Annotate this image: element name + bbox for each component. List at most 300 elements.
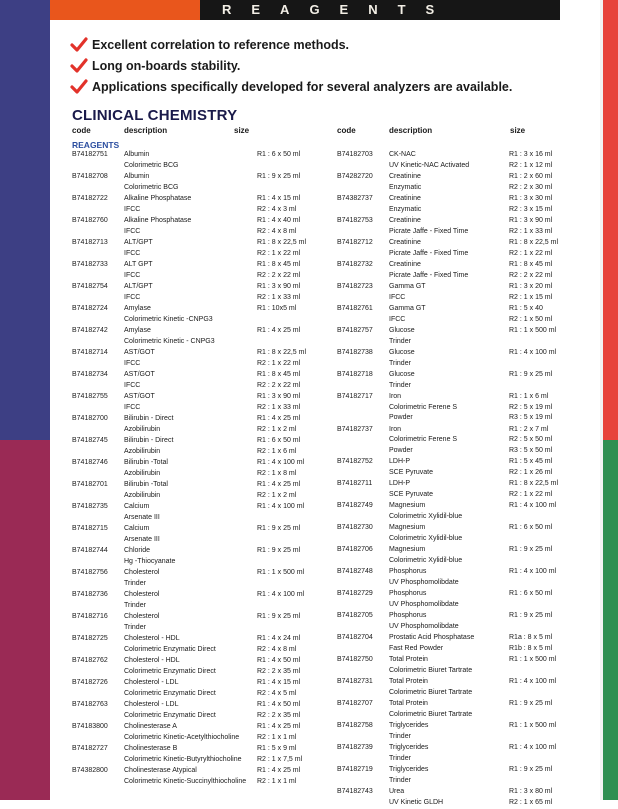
description-line: AST/GOT xyxy=(124,371,155,378)
reagent-code: B74182711 xyxy=(337,480,373,488)
size-line: R1 : 1 x 500 ml xyxy=(257,569,305,576)
reagent-size xyxy=(257,766,300,787)
reagent-code: B74182707 xyxy=(337,700,373,708)
reagent-code: B74182726 xyxy=(72,679,108,686)
reagent-description xyxy=(124,766,246,787)
size-line: R1 : 4 x 24 ml xyxy=(257,635,301,642)
description-line: ALT GPT xyxy=(124,261,153,268)
size-line xyxy=(509,359,556,370)
reagent-code: B74182749 xyxy=(337,502,373,510)
description-line: Colorimetric Ferene S xyxy=(389,436,458,444)
reagent-size xyxy=(509,677,556,698)
description-line: Picrate Jaffe - Fixed Time xyxy=(389,249,469,257)
feature-item xyxy=(70,55,512,76)
description-line: Colorimetric Enzymatic Direct xyxy=(124,711,216,719)
reagent-description xyxy=(389,765,428,786)
reagent-size xyxy=(509,150,552,171)
reagent-description xyxy=(389,523,462,544)
description-line: Calcium xyxy=(124,503,150,510)
reagent-size xyxy=(509,567,556,588)
description-line: Gamma GT xyxy=(389,283,426,290)
description-line: Fast Red Powder xyxy=(389,644,444,652)
description-line: Creatinine xyxy=(389,217,421,224)
reagent-description xyxy=(389,326,415,347)
reagent-description xyxy=(389,633,474,654)
size-line: R1 : 2 x 7 ml xyxy=(509,425,549,433)
reagent-code: B74182739 xyxy=(337,744,373,752)
description-line: Azobilirubin xyxy=(124,491,161,499)
reagent-code: B74182716 xyxy=(72,613,108,620)
check-icon xyxy=(70,79,88,95)
reagent-size xyxy=(257,370,300,391)
size-line: R1 : 9 x 25 ml xyxy=(509,766,553,774)
reagent-code: B74182750 xyxy=(337,656,373,664)
description-line: IFCC xyxy=(124,227,141,235)
size-line: R1 : 6 x 50 ml xyxy=(257,437,301,444)
size-line xyxy=(509,776,552,787)
reagent-description xyxy=(124,524,160,545)
size-line xyxy=(509,556,552,567)
description-line: Bilirubin - Direct xyxy=(124,437,174,444)
reagent-code: B74182723 xyxy=(337,283,373,290)
description-line: IFCC xyxy=(124,293,141,301)
reagent-description xyxy=(124,480,168,501)
size-line: R1 : 8 x 22,5 ml xyxy=(509,239,559,246)
size-line: R2 : 1 x 6 ml xyxy=(257,447,297,455)
reagent-size xyxy=(257,260,300,281)
reagent-description xyxy=(124,634,216,655)
description-line: Magnesium xyxy=(389,546,426,554)
reagent-description xyxy=(389,787,443,808)
size-line: R1 : 6 x 50 ml xyxy=(509,590,553,598)
description-line: Trinder xyxy=(389,776,411,784)
reagent-size xyxy=(257,722,300,743)
reagent-description xyxy=(389,370,415,391)
left-color-band xyxy=(0,0,50,800)
reagent-description xyxy=(389,479,433,500)
reagent-description xyxy=(389,545,462,566)
size-line: R2 : 1 x 26 ml xyxy=(509,468,553,476)
size-line: R2 : 1 x 50 ml xyxy=(509,315,553,323)
reagent-size xyxy=(509,370,552,391)
size-line: R1 : 3 x 90 ml xyxy=(257,283,301,290)
description-line: Enzymatic xyxy=(389,183,422,191)
size-line: R2 : 4 x 5 ml xyxy=(257,689,297,697)
size-line: R2 : 1 x 33 ml xyxy=(257,293,301,301)
size-line: R1b : 8 x 5 ml xyxy=(509,644,553,652)
description-line: Calcium xyxy=(124,525,150,532)
description-line: LDH-P xyxy=(389,458,411,466)
reagent-description xyxy=(389,457,433,478)
size-line: R2 : 5 x 50 ml xyxy=(509,436,553,444)
reagent-code: B74182727 xyxy=(72,745,108,752)
reagent-description xyxy=(124,744,242,765)
description-line: Picrate Jaffe - Fixed Time xyxy=(389,271,469,279)
description-line: Picrate Jaffe - Fixed Time xyxy=(389,227,469,235)
reagent-description xyxy=(389,348,415,369)
size-line: R2 : 1 x 22 ml xyxy=(509,249,553,257)
reagent-description xyxy=(124,590,159,611)
description-line: Magnesium xyxy=(389,524,426,532)
size-line: R1 : 3 x 16 ml xyxy=(509,151,553,158)
reagent-code: B74182756 xyxy=(72,569,108,576)
size-line xyxy=(509,754,556,765)
reagent-size xyxy=(509,787,552,808)
description-line: Colorimetric Kinetic - CNPG3 xyxy=(124,337,215,345)
description-line: Trinder xyxy=(389,754,411,762)
reagent-size xyxy=(257,414,300,435)
reagent-code: B74182722 xyxy=(72,195,108,202)
reagent-size xyxy=(257,590,304,611)
description-line: Colorimetric Kinetic-Butyrylthiocholine xyxy=(124,755,242,763)
check-icon xyxy=(70,58,88,74)
section-title: CLINICAL CHEMISTRY xyxy=(72,107,238,124)
size-line: R1 : 4 x 100 ml xyxy=(257,459,305,466)
reagent-description xyxy=(124,656,216,677)
size-line: R2 : 2 x 35 ml xyxy=(257,711,301,719)
description-line: Trinder xyxy=(124,623,146,631)
reagent-description xyxy=(389,567,459,588)
reagent-size xyxy=(257,744,302,765)
size-line: R1 : 5 x 45 ml xyxy=(509,458,553,466)
description-line: Alkaline Phosphatase xyxy=(124,217,192,224)
reagent-description xyxy=(124,172,178,193)
reagent-description xyxy=(124,216,191,237)
reagent-code: B74182748 xyxy=(337,568,373,576)
reagent-code: B74182736 xyxy=(72,591,108,598)
size-line: R1 : 8 x 22,5 ml xyxy=(257,239,307,246)
description-line: Creatinine xyxy=(389,239,421,246)
description-line: Cholinesterase Atypical xyxy=(124,767,197,774)
reagent-description xyxy=(124,238,153,259)
description-line: Trinder xyxy=(389,732,411,740)
feature-item xyxy=(70,34,512,55)
size-line: R1 : 6 x 50 ml xyxy=(257,151,301,158)
reagent-description xyxy=(124,722,239,743)
size-line xyxy=(257,161,300,172)
size-line: R1 : 9 x 25 ml xyxy=(509,546,553,554)
description-line: Azobilirubin xyxy=(124,425,161,433)
description-line: Colorimetric Ferene S xyxy=(389,403,458,411)
size-line: R1 : 3 x 30 ml xyxy=(509,195,553,202)
size-line: R1 : 4 x 25 ml xyxy=(257,481,301,488)
description-line: Phosphorus xyxy=(389,612,427,620)
size-line: R1 : 1 x 500 ml xyxy=(509,327,557,334)
description-line: Bilirubin -Total xyxy=(124,459,168,466)
col-header-description-left: description xyxy=(124,126,168,135)
size-line: R2 : 4 x 8 ml xyxy=(257,645,297,653)
description-line: Iron xyxy=(389,425,402,433)
reagent-size xyxy=(509,479,558,500)
description-line: Creatinine xyxy=(389,173,421,180)
description-line: Cholesterol - LDL xyxy=(124,679,179,686)
reagent-size xyxy=(509,721,556,742)
reagent-size xyxy=(509,238,558,259)
reagent-code: B74182758 xyxy=(337,722,373,730)
reagent-description xyxy=(124,326,215,347)
reagent-code: B74182738 xyxy=(337,349,373,356)
feature-item xyxy=(70,76,512,97)
reagent-size xyxy=(509,743,556,764)
reagent-code: B74182705 xyxy=(337,612,373,620)
size-line: R1 : 9 x 25 ml xyxy=(509,700,553,708)
size-line: R2 : 1 x 7,5 ml xyxy=(257,755,303,763)
size-line xyxy=(257,623,300,634)
description-line: UV Phosphomolibdate xyxy=(389,600,459,608)
reagent-size xyxy=(257,172,300,193)
description-line: Colorimetric Xylidil-blue xyxy=(389,534,463,542)
description-line: Colorimetric Biuret Tartrate xyxy=(389,666,473,674)
reagent-size xyxy=(509,172,552,193)
description-line: Trinder xyxy=(389,337,411,345)
size-line: R1 : 4 x 50 ml xyxy=(257,657,301,664)
size-line xyxy=(509,732,556,743)
description-line: Colorimetric Enzymatic Direct xyxy=(124,689,216,697)
size-line: R1 : 3 x 20 ml xyxy=(509,283,553,290)
description-line: Powder xyxy=(389,414,413,422)
description-line: Total Protein xyxy=(389,700,428,708)
reagent-size xyxy=(257,348,306,369)
reagent-size xyxy=(509,545,552,566)
reagent-description xyxy=(124,414,173,435)
reagent-size xyxy=(257,150,300,171)
description-line: Creatinine xyxy=(389,261,421,268)
page-edge xyxy=(600,0,603,800)
size-line: R3 : 5 x 50 ml xyxy=(509,446,553,454)
description-line: Chloride xyxy=(124,547,151,554)
reagent-description xyxy=(389,150,469,171)
size-line xyxy=(257,579,304,590)
reagent-code: B74182754 xyxy=(72,283,108,290)
size-line: R1 : 3 x 90 ml xyxy=(257,393,301,400)
description-line: Colorimetric BCG xyxy=(124,161,179,169)
size-line: R1 : 3 x 80 ml xyxy=(509,788,553,796)
size-line: R1 : 8 x 45 ml xyxy=(257,371,301,378)
reagent-code: B74182724 xyxy=(72,305,108,312)
reagent-size xyxy=(257,678,300,699)
reagent-code: B74182752 xyxy=(337,458,373,466)
reagent-code: B74182733 xyxy=(72,261,108,268)
reagent-code: B74182762 xyxy=(72,657,108,664)
description-line: IFCC xyxy=(389,293,406,301)
description-line: Colorimetric Kinetic-Succinylthiocholine xyxy=(124,777,247,785)
description-line: Colorimetric Xylidil-blue xyxy=(389,512,463,520)
description-line: Magnesium xyxy=(389,502,426,510)
reagent-description xyxy=(124,502,160,523)
reagent-description xyxy=(389,589,459,610)
reagent-code: B74182731 xyxy=(337,678,373,686)
size-line: R1 : 8 x 22,5 ml xyxy=(509,480,559,488)
description-line: IFCC xyxy=(124,205,141,213)
description-line: Amylase xyxy=(124,305,151,312)
size-line: R2 : 1 x 1 ml xyxy=(257,733,297,741)
reagent-code: B74182743 xyxy=(337,788,373,796)
size-line xyxy=(509,337,556,348)
size-line xyxy=(257,183,300,194)
reagent-description xyxy=(389,216,468,237)
description-line: Urea xyxy=(389,788,405,796)
size-line: R3 : 5 x 19 ml xyxy=(509,414,553,422)
description-line: IFCC xyxy=(124,359,141,367)
reagent-code: B74182760 xyxy=(72,217,108,224)
reagent-size xyxy=(509,655,556,676)
size-line: R1 : 1 x 500 ml xyxy=(509,656,557,664)
description-line: Albumin xyxy=(124,151,150,158)
reagent-description xyxy=(389,721,428,742)
size-line: R1 : 8 x 45 ml xyxy=(509,261,553,268)
description-line: Trinder xyxy=(124,579,146,587)
description-line: Cholinesterase A xyxy=(124,723,177,730)
description-line: Cholesterol - HDL xyxy=(124,635,180,642)
reagent-code: B74182755 xyxy=(72,393,108,400)
size-line xyxy=(257,557,300,568)
size-line: R1 : 2 x 60 ml xyxy=(509,173,553,180)
reagent-code: B74182719 xyxy=(337,766,373,774)
size-line: R2 : 3 x 15 ml xyxy=(509,205,553,213)
size-line: R1 : 9 x 25 ml xyxy=(257,173,301,180)
size-line xyxy=(257,513,304,524)
feature-text: Long on-boards stability. xyxy=(92,58,241,73)
description-line: Colorimetric Enzymatic Direct xyxy=(124,645,216,653)
size-line xyxy=(257,315,296,326)
size-line: R2 : 2 x 35 ml xyxy=(257,667,301,675)
description-line: Hg -Thiocyanate xyxy=(124,557,176,565)
banner-title: REAGENTS xyxy=(222,2,455,17)
size-line: R1 : 4 x 100 ml xyxy=(509,568,557,576)
size-line: R2 : 1 x 1 ml xyxy=(257,777,297,785)
description-line: Total Protein xyxy=(389,678,428,686)
description-line: ALT/GPT xyxy=(124,283,153,290)
size-line xyxy=(257,535,300,546)
reagent-code: B74182732 xyxy=(337,261,373,268)
size-line: R1a : 8 x 5 ml xyxy=(509,634,553,642)
size-line xyxy=(509,512,556,523)
reagent-description xyxy=(124,348,155,369)
right-color-band xyxy=(600,0,618,800)
reagent-code: B74182712 xyxy=(337,239,373,246)
size-line xyxy=(257,601,304,612)
size-line: R2 : 2 x 30 ml xyxy=(509,183,553,191)
reagent-size xyxy=(257,656,300,677)
size-line: R1 : 4 x 15 ml xyxy=(257,195,301,202)
description-line: Cholesterol xyxy=(124,569,160,576)
reagent-code: B74182751 xyxy=(72,151,108,158)
description-line: Colorimetric Kinetic -CNPG3 xyxy=(124,315,213,323)
description-line: Phosphorus xyxy=(389,590,427,598)
size-line: R1 : 9 x 25 ml xyxy=(257,613,301,620)
size-line: R2 : 1 x 2 ml xyxy=(257,425,297,433)
description-line: UV Kinetic GLDH xyxy=(389,798,444,806)
reagent-size xyxy=(257,436,300,457)
reagent-description xyxy=(389,425,457,457)
description-line: CK-NAC xyxy=(389,151,416,158)
description-line: Colorimetric Enzymatic Direct xyxy=(124,667,216,675)
size-line: R2 : 1 x 22 ml xyxy=(509,490,553,498)
reagent-code: B74182730 xyxy=(337,524,373,532)
top-banner xyxy=(200,0,560,20)
reagent-size xyxy=(257,238,306,259)
reagent-description xyxy=(124,678,216,699)
description-line: SCE Pyruvate xyxy=(389,490,433,498)
reagent-size xyxy=(509,260,552,281)
size-line: R1 : 4 x 100 ml xyxy=(509,744,557,752)
reagent-code: B74182717 xyxy=(337,393,373,400)
reagent-code: B74182708 xyxy=(72,173,108,180)
size-line: R2 : 1 x 12 ml xyxy=(509,161,553,169)
description-line: Cholesterol - LDL xyxy=(124,701,179,708)
reagent-code: B74182734 xyxy=(72,371,108,378)
reagent-code: B74382800 xyxy=(72,767,108,774)
reagent-description xyxy=(124,612,159,633)
description-line: Trinder xyxy=(389,381,411,389)
description-line: Creatinine xyxy=(389,195,421,202)
size-line xyxy=(509,688,556,699)
size-line: R1 : 4 x 100 ml xyxy=(257,503,305,510)
reagent-code: B74183800 xyxy=(72,723,108,730)
description-line: Cholesterol xyxy=(124,591,160,598)
reagent-code: B74182725 xyxy=(72,635,108,642)
reagent-size xyxy=(509,194,552,215)
reagent-description xyxy=(389,677,472,698)
description-line: IFCC xyxy=(124,403,141,411)
feature-text: Applications specifically developed for several analyzers are available. xyxy=(92,79,513,94)
size-line xyxy=(509,534,552,545)
description-line: Prostatic Acid Phosphatase xyxy=(389,634,475,642)
reagent-code: B74182713 xyxy=(72,239,108,246)
reagent-description xyxy=(389,172,421,193)
description-line: Albumin xyxy=(124,173,150,180)
feature-list xyxy=(70,34,512,97)
size-line: R1 : 9 x 25 ml xyxy=(509,371,553,378)
reagent-description xyxy=(124,304,213,325)
reagent-description xyxy=(124,260,153,281)
size-line: R1 : 5 x 40 xyxy=(509,305,543,312)
size-line: R1 : 4 x 25 ml xyxy=(257,327,301,334)
col-header-code-right: code xyxy=(337,126,356,135)
size-line: R1 : 8 x 45 ml xyxy=(257,261,301,268)
size-line: R2 : 1 x 65 ml xyxy=(509,798,553,806)
reagent-code: B74182715 xyxy=(72,525,108,532)
reagent-size xyxy=(509,392,552,424)
col-header-code-left: code xyxy=(72,126,91,135)
size-line xyxy=(509,600,552,611)
description-line: Colorimetric Biuret Tartrate xyxy=(389,710,473,718)
size-line: R1 : 5 x 9 ml xyxy=(257,745,297,752)
description-line: Colorimetric Kinetic-Acetylthiocholine xyxy=(124,733,240,741)
reagent-size xyxy=(257,480,300,501)
size-line: R2 : 2 x 22 ml xyxy=(509,271,553,279)
reagent-description xyxy=(124,194,191,215)
reagent-code: B74182703 xyxy=(337,151,373,158)
description-line: Gamma GT xyxy=(389,305,426,312)
reagent-size xyxy=(257,326,300,347)
size-line: R1 : 4 x 100 ml xyxy=(257,591,305,598)
size-line: R2 : 1 x 33 ml xyxy=(509,227,553,235)
reagent-code: B74182706 xyxy=(337,546,373,554)
reagent-code: B74382737 xyxy=(337,195,373,202)
reagent-description xyxy=(389,501,462,522)
description-line: IFCC xyxy=(124,249,141,257)
description-line: IFCC xyxy=(124,271,141,279)
description-line: Arsenate III xyxy=(124,535,160,543)
size-line: R2 : 4 x 3 ml xyxy=(257,205,297,213)
reagent-description xyxy=(389,743,428,764)
reagent-size xyxy=(509,523,552,544)
reagent-size xyxy=(509,765,552,786)
reagent-size xyxy=(509,425,552,457)
reagent-description xyxy=(124,282,153,303)
reagent-description xyxy=(389,392,457,424)
